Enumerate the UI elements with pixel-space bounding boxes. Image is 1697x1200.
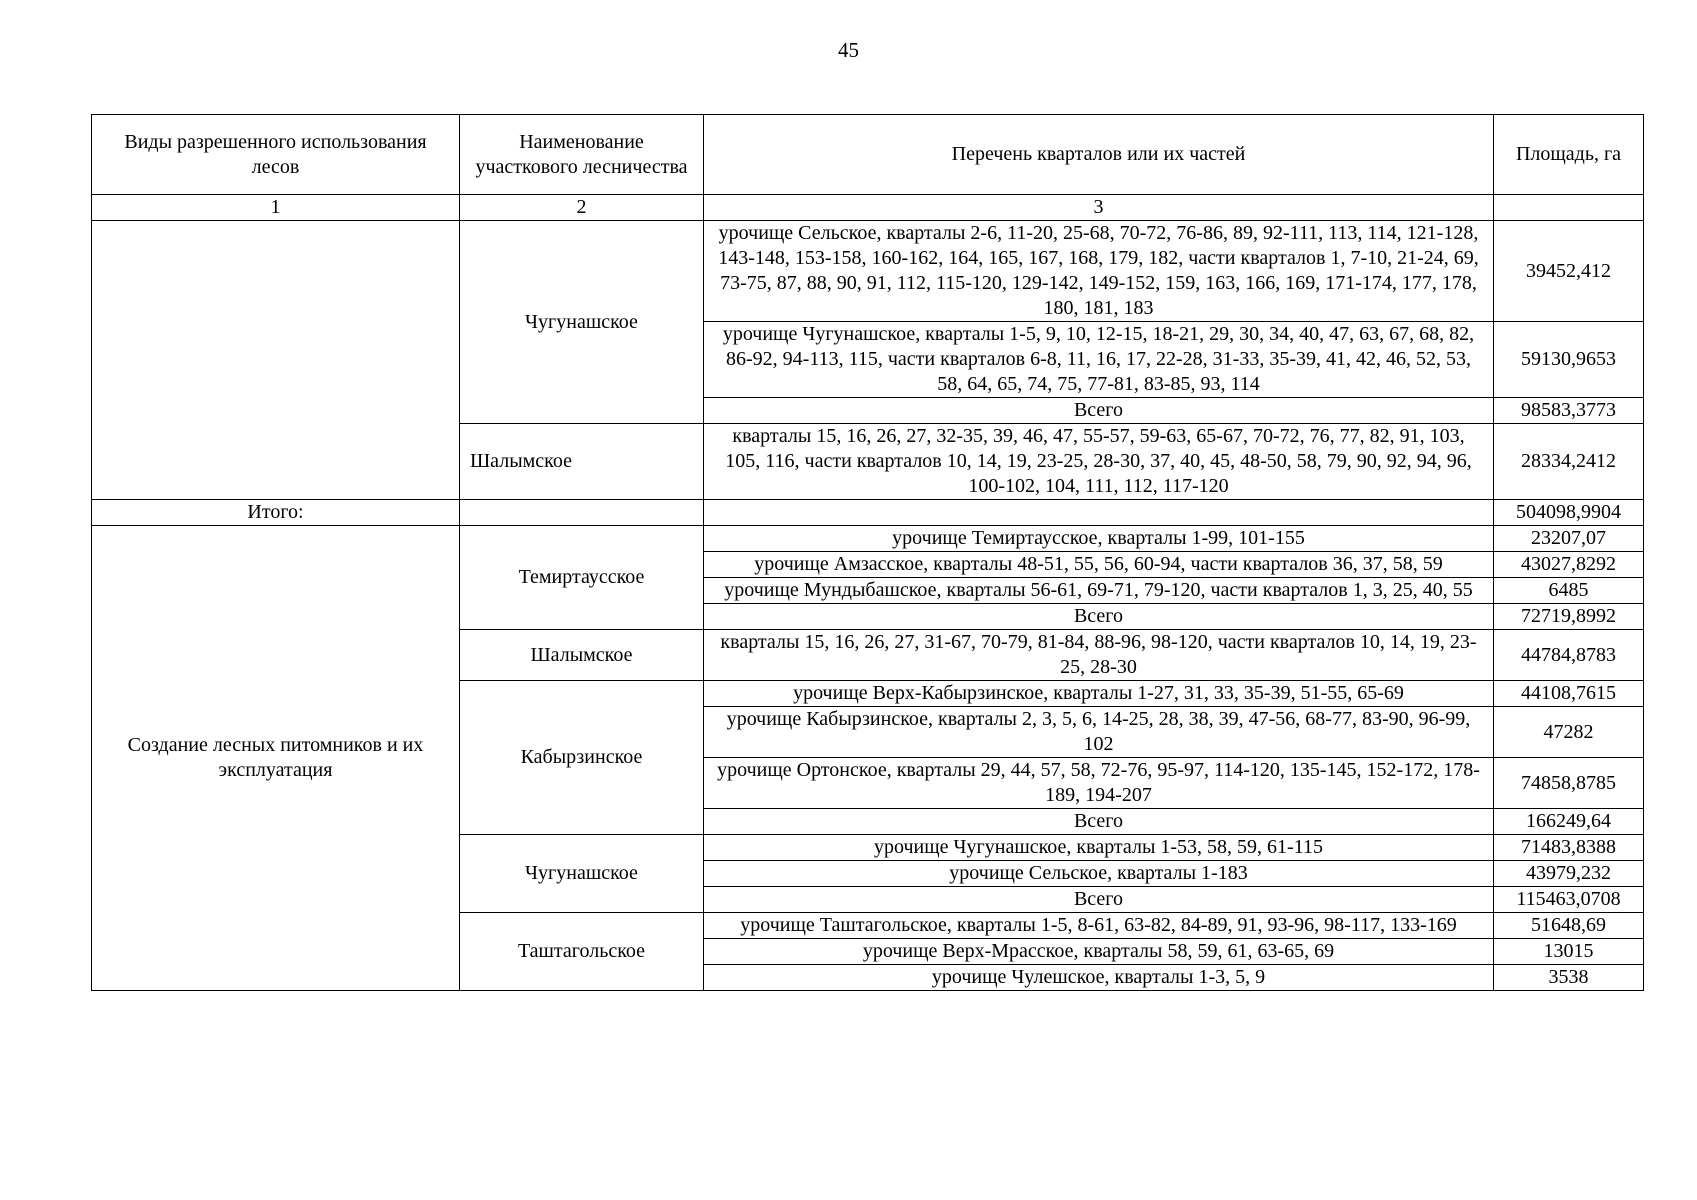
forest-use-table bbox=[91, 114, 1644, 991]
header-row bbox=[92, 115, 1644, 195]
area-cell: 44108,7615 bbox=[1494, 681, 1644, 707]
header-quarters: Перечень кварталов или их частей bbox=[704, 115, 1494, 195]
table-row bbox=[92, 221, 1644, 322]
subtotal-area: 166249,64 bbox=[1494, 809, 1644, 835]
quarters-cell: урочище Сельское, кварталы 1-183 bbox=[704, 861, 1494, 887]
quarters-cell: урочище Темиртаусское, кварталы 1-99, 101-155 bbox=[704, 526, 1494, 552]
subtotal-label: Всего bbox=[704, 887, 1494, 913]
quarters-cell: урочище Сельское, кварталы 2-6, 11-20, 25-68, 70-72, 76-86, 89, 92-111, 113, 114, 121-128, 143-148, 153-158, 160-162, 164, 165, 167, 168, 179, 182, части кварталов 1, 7-10, 21-24, 69, 73-75, 87, 88, 90, 91, 112, 115-120, 129-142, 149-152, 159, 163, 166, 169, 171-174, 177, 178, 180, 181, 183 bbox=[704, 221, 1494, 322]
forestry-cell: Шалымское bbox=[460, 424, 704, 500]
quarters-cell: урочище Мундыбашское, кварталы 56-61, 69-71, 79-120, части кварталов 1, 3, 25, 40, 55 bbox=[704, 578, 1494, 604]
total-row bbox=[92, 500, 1644, 526]
number-cell: 1 bbox=[92, 195, 460, 221]
quarters-cell: урочище Чугунашское, кварталы 1-53, 58, 59, 61-115 bbox=[704, 835, 1494, 861]
subtotal-label: Всего bbox=[704, 809, 1494, 835]
total-label: Итого: bbox=[92, 500, 460, 526]
table-row bbox=[92, 526, 1644, 552]
forestry-cell: Чугунашское bbox=[460, 221, 704, 424]
area-cell: 43027,8292 bbox=[1494, 552, 1644, 578]
quarters-cell: урочище Верх-Мрасское, кварталы 58, 59, 61, 63-65, 69 bbox=[704, 939, 1494, 965]
area-cell: 6485 bbox=[1494, 578, 1644, 604]
area-cell: 71483,8388 bbox=[1494, 835, 1644, 861]
use-type-cell bbox=[92, 221, 460, 500]
quarters-cell: урочище Кабырзинское, кварталы 2, 3, 5, 6, 14-25, 28, 38, 39, 47-56, 68-77, 83-90, 96-99, 102 bbox=[704, 707, 1494, 758]
quarters-cell: урочище Верх-Кабырзинское, кварталы 1-27, 31, 33, 35-39, 51-55, 65-69 bbox=[704, 681, 1494, 707]
quarters-cell: урочище Чугунашское, кварталы 1-5, 9, 10, 12-15, 18-21, 29, 30, 34, 40, 47, 63, 67, 68, 82, 86-92, 94-113, 115, части кварталов 6-8, 11, 16, 17, 22-28, 31-33, 35-39, 41, 42, 46, 52, 53, 58, 64, 65, 74, 75, 77-81, 83-85, 93, 114 bbox=[704, 322, 1494, 398]
subtotal-label: Всего bbox=[704, 604, 1494, 630]
header-area: Площадь, га bbox=[1494, 115, 1644, 195]
area-cell: 47282 bbox=[1494, 707, 1644, 758]
subtotal-area: 72719,8992 bbox=[1494, 604, 1644, 630]
area-cell: 51648,69 bbox=[1494, 913, 1644, 939]
numbering-row bbox=[92, 195, 1644, 221]
number-cell bbox=[1494, 195, 1644, 221]
forestry-cell: Таштагольское bbox=[460, 913, 704, 991]
header-forestry: Наименование участкового лесничества bbox=[460, 115, 704, 195]
area-cell: 44784,8783 bbox=[1494, 630, 1644, 681]
forestry-cell: Кабырзинское bbox=[460, 681, 704, 835]
use-type-cell: Создание лесных питомников и их эксплуатация bbox=[92, 526, 460, 991]
forestry-cell: Чугунашское bbox=[460, 835, 704, 913]
empty-cell bbox=[460, 500, 704, 526]
quarters-cell: кварталы 15, 16, 26, 27, 31-67, 70-79, 81-84, 88-96, 98-120, части кварталов 10, 14, 19, 23-25, 28-30 bbox=[704, 630, 1494, 681]
empty-cell bbox=[704, 500, 1494, 526]
quarters-cell: урочище Амзасское, кварталы 48-51, 55, 56, 60-94, части кварталов 36, 37, 58, 59 bbox=[704, 552, 1494, 578]
forestry-cell: Темиртаусское bbox=[460, 526, 704, 630]
total-area: 504098,9904 bbox=[1494, 500, 1644, 526]
area-cell: 74858,8785 bbox=[1494, 758, 1644, 809]
subtotal-area: 115463,0708 bbox=[1494, 887, 1644, 913]
area-cell: 39452,412 bbox=[1494, 221, 1644, 322]
area-cell: 59130,9653 bbox=[1494, 322, 1644, 398]
subtotal-label: Всего bbox=[704, 398, 1494, 424]
area-cell: 3538 bbox=[1494, 965, 1644, 991]
quarters-cell: урочище Чулешское, кварталы 1-3, 5, 9 bbox=[704, 965, 1494, 991]
area-cell: 13015 bbox=[1494, 939, 1644, 965]
quarters-cell: урочище Ортонское, кварталы 29, 44, 57, 58, 72-76, 95-97, 114-120, 135-145, 152-172, 178-189, 194-207 bbox=[704, 758, 1494, 809]
area-cell: 23207,07 bbox=[1494, 526, 1644, 552]
page-number: 45 bbox=[838, 38, 859, 62]
quarters-cell: кварталы 15, 16, 26, 27, 32-35, 39, 46, 47, 55-57, 59-63, 65-67, 70-72, 76, 77, 82, 91, 103, 105, 116, части кварталов 10, 14, 19, 23-25, 28-30, 37, 40, 45, 48-50, 58, 79, 90, 92, 94, 96, 100-102, 104, 111, 112, 117-120 bbox=[704, 424, 1494, 500]
number-cell: 3 bbox=[704, 195, 1494, 221]
area-cell: 28334,2412 bbox=[1494, 424, 1644, 500]
area-cell: 43979,232 bbox=[1494, 861, 1644, 887]
header-use-type: Виды разрешенного использования лесов bbox=[92, 115, 460, 195]
number-cell: 2 bbox=[460, 195, 704, 221]
subtotal-area: 98583,3773 bbox=[1494, 398, 1644, 424]
quarters-cell: урочище Таштагольское, кварталы 1-5, 8-61, 63-82, 84-89, 91, 93-96, 98-117, 133-169 bbox=[704, 913, 1494, 939]
forestry-cell: Шалымское bbox=[460, 630, 704, 681]
